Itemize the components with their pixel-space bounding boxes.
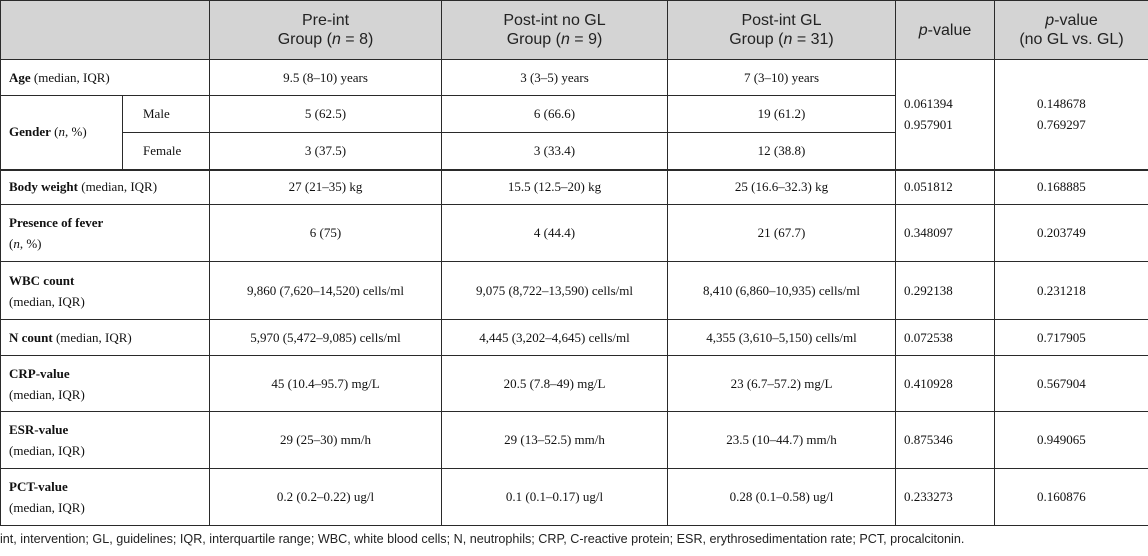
header-post-int-gl: Post-int GL Group (n = 31): [668, 1, 896, 60]
cell-no-gl: 4,445 (3,202–4,645) cells/ml: [442, 320, 668, 356]
cell-p-value-2-age-gender: 0.148678 0.769297: [995, 60, 1148, 170]
cell-no-gl: 29 (13–52.5) mm/h: [442, 412, 668, 469]
cell-p-value-2: 0.160876: [995, 469, 1148, 526]
table-row-n-count: [1, 320, 1148, 356]
cell-p-value-2: 0.567904: [995, 356, 1148, 412]
row-label-wbc: WBC count (median, IQR): [1, 262, 210, 320]
header-blank: [1, 1, 210, 60]
table-row-wbc: [1, 262, 1148, 320]
cell-p-value: 0.410928: [896, 356, 995, 412]
cell-pre: 0.2 (0.2–0.22) ug/l: [210, 469, 442, 526]
cell-p-value-2: 0.231218: [995, 262, 1148, 320]
cell-no-gl: 4 (44.4): [442, 205, 668, 262]
header-p-value-no-gl-vs-gl: p-value (no GL vs. GL): [995, 1, 1148, 60]
cell-no-gl: 6 (66.6): [442, 96, 668, 133]
table-row-pct: [1, 469, 1148, 526]
row-label-body-weight: Body weight (median, IQR): [1, 170, 210, 205]
row-label-gender: Gender (n, %): [1, 96, 123, 170]
cell-p-value-2: 0.949065: [995, 412, 1148, 469]
row-label-age: Age (median, IQR): [1, 60, 210, 96]
header-row: [1, 1, 1148, 60]
header-pre-int: Pre-int Group (n = 8): [210, 1, 442, 60]
cell-pre: 29 (25–30) mm/h: [210, 412, 442, 469]
cell-p-value: 0.051812: [896, 170, 995, 205]
cell-gl: 19 (61.2): [668, 96, 896, 133]
cell-pre: 5,970 (5,472–9,085) cells/ml: [210, 320, 442, 356]
cell-pre: 9.5 (8–10) years: [210, 60, 442, 96]
table-footnote: int, intervention; GL, guidelines; IQR, interquartile range; WBC, white blood cells; N, neutrophils; CRP, C-reactive protein; ESR, erythrosedimentation rate; PCT, procalcitonin.: [0, 532, 965, 546]
cell-gl: 12 (38.8): [668, 133, 896, 170]
cell-no-gl: 0.1 (0.1–0.17) ug/l: [442, 469, 668, 526]
cell-p-value-2: 0.168885: [995, 170, 1148, 205]
cell-pre: 6 (75): [210, 205, 442, 262]
table-row-fever: [1, 205, 1148, 262]
cell-gl: 4,355 (3,610–5,150) cells/ml: [668, 320, 896, 356]
cell-gl: 21 (67.7): [668, 205, 896, 262]
cell-p-value: 0.292138: [896, 262, 995, 320]
row-label-n-count: N count (median, IQR): [1, 320, 210, 356]
table-row-crp: [1, 356, 1148, 412]
row-label-crp: CRP-value (median, IQR): [1, 356, 210, 412]
cell-no-gl: 3 (3–5) years: [442, 60, 668, 96]
header-post-int-no-gl: Post-int no GL Group (n = 9): [442, 1, 668, 60]
cell-gl: 23 (6.7–57.2) mg/L: [668, 356, 896, 412]
table-row-esr: [1, 412, 1148, 469]
cell-no-gl: 9,075 (8,722–13,590) cells/ml: [442, 262, 668, 320]
cell-pre: 3 (37.5): [210, 133, 442, 170]
cell-gl: 25 (16.6–32.3) kg: [668, 170, 896, 205]
cell-gl: 7 (3–10) years: [668, 60, 896, 96]
table-row-age: [1, 60, 1148, 96]
cell-p-value-2: 0.203749: [995, 205, 1148, 262]
cell-p-value: 0.875346: [896, 412, 995, 469]
cell-p-value: 0.233273: [896, 469, 995, 526]
row-label-female: Female: [123, 133, 210, 170]
cell-gl: 23.5 (10–44.7) mm/h: [668, 412, 896, 469]
cell-p-value-age-gender: 0.061394 0.957901: [896, 60, 995, 170]
cell-no-gl: 3 (33.4): [442, 133, 668, 170]
table-row-body-weight: [1, 170, 1148, 205]
cell-pre: 45 (10.4–95.7) mg/L: [210, 356, 442, 412]
row-label-esr: ESR-value (median, IQR): [1, 412, 210, 469]
cell-pre: 5 (62.5): [210, 96, 442, 133]
row-label-male: Male: [123, 96, 210, 133]
row-label-fever: Presence of fever (n, %): [1, 205, 210, 262]
header-p-value: p-value: [896, 1, 995, 60]
cell-p-value-2: 0.717905: [995, 320, 1148, 356]
cell-gl: 8,410 (6,860–10,935) cells/ml: [668, 262, 896, 320]
cell-gl: 0.28 (0.1–0.58) ug/l: [668, 469, 896, 526]
cell-p-value: 0.348097: [896, 205, 995, 262]
row-label-pct: PCT-value (median, IQR): [1, 469, 210, 526]
cell-pre: 27 (21–35) kg: [210, 170, 442, 205]
cell-no-gl: 20.5 (7.8–49) mg/L: [442, 356, 668, 412]
cell-p-value: 0.072538: [896, 320, 995, 356]
cell-pre: 9,860 (7,620–14,520) cells/ml: [210, 262, 442, 320]
cell-no-gl: 15.5 (12.5–20) kg: [442, 170, 668, 205]
